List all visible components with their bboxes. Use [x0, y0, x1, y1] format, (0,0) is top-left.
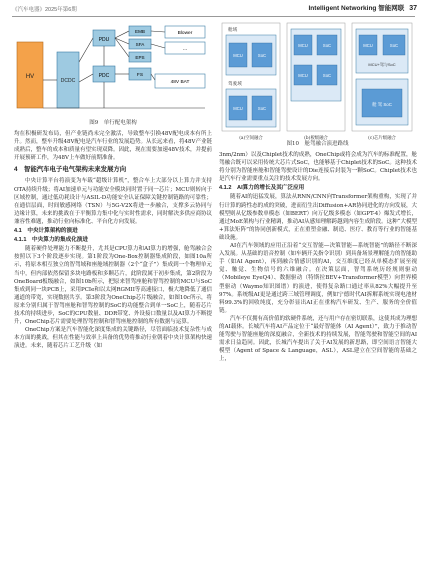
right-column [219, 151, 417, 363]
soc-label-b1: SoC [322, 43, 332, 48]
soc-label-a1: SoC [257, 53, 267, 58]
sfa-label: SFA [135, 42, 145, 47]
left-column [14, 130, 212, 350]
section-4-heading: 4 智能汽车电子电气架构未来发展方向 [14, 166, 127, 174]
mcu-label-a1: MCU [233, 53, 243, 58]
dcdc-label: DCDC [60, 78, 76, 84]
soc-label-c1: SoC [389, 43, 399, 48]
page-number: 37 [409, 5, 417, 12]
sub-caption-b: (b)板级融合 [304, 136, 328, 141]
sub-caption-a: (a)空间融合 [239, 136, 263, 141]
section-name: Intelligent Networking 智能网联 [308, 5, 405, 12]
fs-label: FS [136, 73, 144, 78]
drive-label-a: 驾驶域 [228, 81, 242, 86]
figure-9-diagram [15, 22, 211, 122]
section-4-1-heading: 4.1 中央计算架构的演进 [14, 228, 78, 235]
section-4-1-2-paragraph-3: 汽车不仅拥有高价值的软硬件系统，还与用户存在密切联系，这使其成为理想的AI载体。长城汽车将AI产品定位于“最好智能体（AI Agent）”，致力于推动智能驾驶与智能座舱的深度融合，全新技术的持续发展，智能驾驶和智能空间的AI需求日益趋同。因此，长城汽车提出了关于AI发展的新思路，即空间语言智能大模型（Agent of Space & Language，ASL），ASL建立在空间智能的基础之上， [219, 315, 418, 363]
right-continuation-paragraph: 3nm/2nm）以及Chiplet技术的成熟，OneChip或将会成为汽车的标准配置，舱驾融合既可以采用传统大芯片式SoC，也能够基于Chiplet技术的SoC。这种技术将分别为智能座舱和智能驾驶设计的Die连接后封装为一颗SoC。Chiplet技术也是汽车行业需要重点关注的技术发展方向。 [219, 152, 417, 183]
hv-label: HV [25, 74, 35, 80]
dots-label: … [182, 46, 188, 52]
eps-label: EPS [135, 55, 145, 60]
mcu-soc-label: MCU+驾与SoC [368, 62, 396, 67]
soc-label-b2: SoC [322, 73, 332, 78]
figure-10-diagram [220, 21, 415, 146]
sub-caption-c: (c)芯片级融合 [368, 136, 396, 141]
soc-label-a2: SoC [257, 106, 267, 111]
mcu-label-b2: MCU [298, 73, 308, 78]
cockpit-soc-label: 舱 驾 SoC [372, 102, 392, 107]
mcu-label-c1: MCU [363, 43, 373, 48]
mcu-label-b1: MCU [298, 43, 308, 48]
battery-label: 48V BAT [170, 80, 190, 85]
pdu-label: PDU [98, 37, 110, 43]
section-4-1-1-paragraph-1: 随着硬件处理能力不断提升，尤其是CPU算力和AI算力的增强，舱驾融合会按照以下3个阶段逐步实现。第1阶段为One-Box控制器集成阶段，如图10a所示，将原本相互独立的智驾域和座舱域控制器（2个“盒子”）集成到一个物理单元当中，但内部依然保留多块电路板和多颗芯片，此阶段属于初步集成，第2阶段为OneBoard板级融合，如图10b所示，把原来智驾座舱和智驾控制的MCU与SoC集成到同一块PCB上，采用PCIe和以太网RGMII等高速接口，极大地降低了通信通道的带宽，实现数据共享。第3阶段为OneChip芯片级融合，如图10c所示，将原来分别归属于智驾座舱和智驾控制的SoC的功能整合到单一SoC上，随着芯片技术的持续进步，SoC的CPU数量、DDR带宽、外设接口数量以及AI算力不断提升，OneChip芯片需要处理智驾控制和智驾座舱控制的所有数据与运算。 [14, 246, 212, 326]
emb-label: EMB [135, 29, 145, 34]
section-4-1-1-paragraph-2: OneChip方案是汽车智能化深度集成的关键路径，尽管面临技术复杂性与成本方面的挑战，但其在性能与效率上具备的优势将推动行业朝着中央计算架构快速演进。未来，随着芯片工艺升级（如 [14, 327, 213, 350]
section-4-1-2-paragraph-2: AI在汽车领域的应用正沿着“交互智能—决策智能—系统智能”的路径不断深入发展。从基础的语音控制（如车辆开关指令识别）到具备场景理解能力的智能助手（如AI Agent），再到融合情感识别的AI，交互维度已经从单模态扩展至视觉、触觉、生物信号的六维融合。在决策层面，智驾系统历经规则驱动（Mobileye EyeQ4）、数据驱动（特斯拉BEV+Transformer模型）向世界模型驱动（Waymo知识图谱）的演进，使得复杂路口通过率从82%大幅提升至97%。系统级AI更是通过跨三域管理调度，例如宁德时代AI拆解系统实现电池材料99.3%的回收纯度，充分彰显出AI正在重构汽车研发、生产、服务的全价值链。 [219, 243, 418, 314]
pdc-label: PDC [98, 73, 110, 79]
section-4-1-1-heading: 4.1.1 中央算力的集成化演进 [14, 237, 88, 244]
cabin-label-a: 舱域 [228, 27, 238, 32]
journal-issue: 《汽车电器》2025年第6期 [12, 7, 77, 13]
blower-label: Blower [177, 31, 193, 36]
mcu-label-a2: MCU [233, 106, 243, 111]
section-4-1-2-heading: 4.1.2 AI算力的增长及其广泛应用 [219, 185, 305, 192]
page-header [0, 0, 427, 20]
figure-10-caption: 图10 舱驾融合演进路线 [286, 141, 349, 147]
section-4-intro-paragraph: 中央计算平台将演变为车载“超级计算机”，整合车上大部分以上算力并支持OTA持续升级；将AI加速单元与功能安全模块同时置于同一芯片；MCU则转向于区域控制，通过低功耗设计与ASIL-D功能安全认证保障关键控制链路的可靠性；在通信层面，时间敏感网络（TSN）与5G-V2X将进一步融合，支撑多云协同与边缘计算，未来的挑战在于平衡算力集中化与实时性需求，同时解决多供应商协议兼容性难题，推动行业向标准化、平台化方向发展。 [14, 178, 213, 225]
figure-9-caption: 图9 单行配电架构 [89, 120, 137, 126]
section-title [309, 3, 418, 12]
left-intro-paragraph: 均在积极研发布局，但产业链尚未完全激活，导致整车引换48V配电成本有所上升。然而，整车升级48V配电是汽车行业的发展趋势。从长远来看，将48V产业链成熟后，整车的成本和质量有望实现双降。因此，现在需要加速48V技术，并提前开展预研工作，为48V上车做好前期准备。 [14, 131, 212, 162]
header-rule [12, 16, 415, 17]
section-4-1-2-paragraph-1: 随着AI的迅猛发展，算法从RNN/CNN向Transformer架构重构，实现了并行计算的跨性态的成的突破，进而衍生出Diffusion+AR协同进化的方向发展，大模型则从亿级参数单模态（如BERT）向万亿级多模态（如GPT-4）爆发式增长，通过MoE架构与行业精调，推动AI从感知理解跨越到内容生成阶段。这种“大模型+算法矩阵”的协同创新模式，正在重塑金融、制造、医疗、教育等行业的智能基础设施。 [219, 194, 417, 241]
